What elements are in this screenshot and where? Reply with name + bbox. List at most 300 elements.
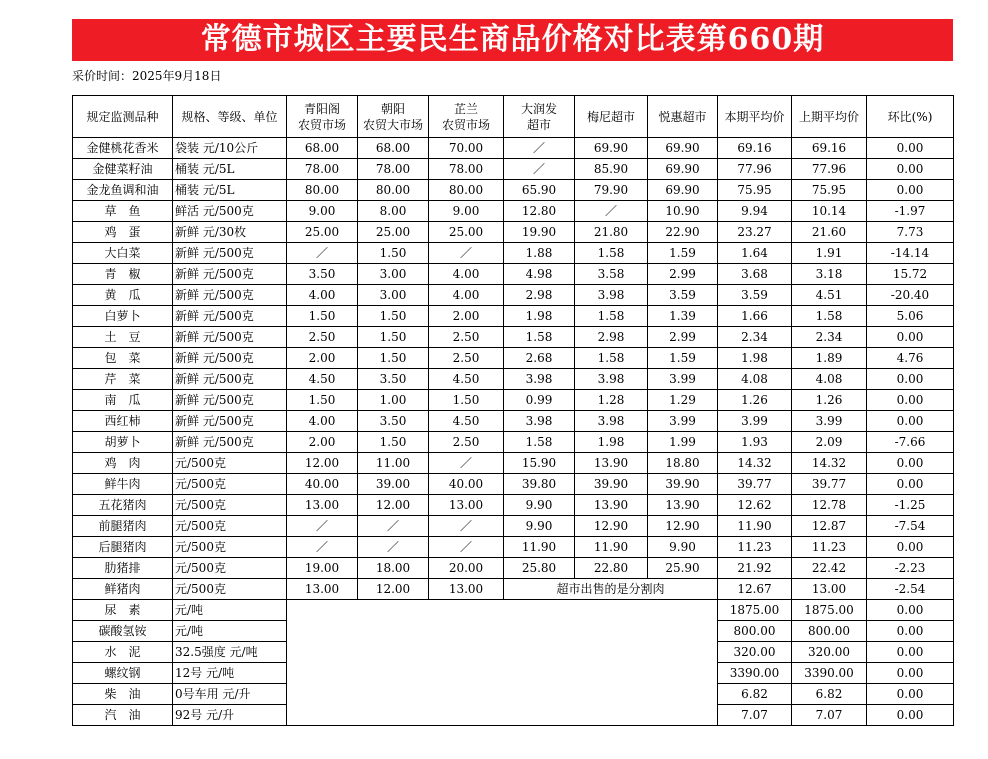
cell-name: 后腿猪肉 [73,537,173,558]
cell-zl: 1.50 [429,390,504,411]
cell-drf: 1.58 [504,327,575,348]
table-row [73,327,954,348]
cell-yh: 39.90 [648,474,718,495]
cell-qyg: 19.00 [287,558,358,579]
cell-pct: 0.00 [867,138,954,159]
header-chaoyang-line2: 农贸大市场 [362,117,423,132]
cell-pct: 0.00 [867,369,954,390]
table-row [73,516,954,537]
cell-mn: 79.90 [575,180,648,201]
cell-drf: 2.68 [504,348,575,369]
cell-name: 肋猪排 [73,558,173,579]
cell-cur: 1.66 [718,306,792,327]
cell-drf: ／ [504,159,575,180]
cell-cy: 68.00 [358,138,429,159]
cell-drf: 1.88 [504,243,575,264]
cell-mn: 39.90 [575,474,648,495]
cell-yh: 69.90 [648,180,718,201]
table-row [73,285,954,306]
cell-name: 西红柿 [73,411,173,432]
cell-name: 柴 油 [73,684,173,705]
table-row [73,600,954,621]
cell-yh: 1.29 [648,390,718,411]
cell-name: 五花猪肉 [73,495,173,516]
cell-cur: 75.95 [718,180,792,201]
cell-pct: 0.00 [867,180,954,201]
cell-spec: 元/500克 [173,579,287,600]
price-comparison-table [72,95,954,726]
cell-yh: 13.90 [648,495,718,516]
cell-zl: 13.00 [429,579,504,600]
cell-qyg: 4.00 [287,285,358,306]
cell-drf: 1.98 [504,306,575,327]
cell-spec: 92号 元/升 [173,705,287,726]
cell-cur: 320.00 [718,642,792,663]
page-title: 常德市城区主要民生商品价格对比表第660期 [72,19,953,61]
cell-name: 金健桃花香米 [73,138,173,159]
cell-qyg: 4.00 [287,411,358,432]
cell-prev: 11.23 [792,537,867,558]
cell-prev: 1875.00 [792,600,867,621]
header-darunfa [504,96,575,138]
cell-mn: 1.28 [575,390,648,411]
cell-cy: 3.00 [358,264,429,285]
cell-cur: 1.64 [718,243,792,264]
cell-qyg: 80.00 [287,180,358,201]
cell-spec: 新鲜 元/500克 [173,369,287,390]
table-row [73,306,954,327]
cell-pct: -7.54 [867,516,954,537]
cell-prev: 1.58 [792,306,867,327]
cell-cy: 12.00 [358,495,429,516]
cell-mn: 3.98 [575,369,648,390]
cell-pct: 0.00 [867,642,954,663]
cell-name: 金健菜籽油 [73,159,173,180]
table-row [73,411,954,432]
cell-qyg: 12.00 [287,453,358,474]
cell-spec: 新鲜 元/500克 [173,243,287,264]
cell-prev: 12.78 [792,495,867,516]
cell-drf: 2.98 [504,285,575,306]
cell-cur: 2.34 [718,327,792,348]
cell-cur: 69.16 [718,138,792,159]
cell-drf: 12.80 [504,201,575,222]
cell-cur: 3390.00 [718,663,792,684]
header-avg-previous: 上期平均价 [792,96,867,138]
cell-name: 土 豆 [73,327,173,348]
cell-prev: 69.16 [792,138,867,159]
cell-mn: 3.98 [575,411,648,432]
cell-pct: -20.40 [867,285,954,306]
cell-yh: 12.90 [648,516,718,537]
header-zhilan [429,96,504,138]
header-chaoyang [358,96,429,138]
cell-qyg: ／ [287,243,358,264]
cell-spec: 桶装 元/5L [173,180,287,201]
collection-date: 采价时间：2025年9月18日 [72,69,222,83]
cell-zl: ／ [429,537,504,558]
table-header-row [73,96,954,138]
cell-prev: 12.87 [792,516,867,537]
cell-pct: 0.00 [867,453,954,474]
cell-drf: 3.98 [504,369,575,390]
cell-qyg: 78.00 [287,159,358,180]
cell-cy: 8.00 [358,201,429,222]
cell-yh: 2.99 [648,264,718,285]
cell-qyg: 68.00 [287,138,358,159]
cell-drf: 9.90 [504,495,575,516]
table-row [73,537,954,558]
cell-cy: 1.50 [358,306,429,327]
cell-spec: 新鲜 元/500克 [173,306,287,327]
cell-spec: 新鲜 元/500克 [173,348,287,369]
cell-name: 鸡 蛋 [73,222,173,243]
cell-pct: 5.06 [867,306,954,327]
cell-pct: -1.25 [867,495,954,516]
cell-name: 草 鱼 [73,201,173,222]
cell-cur: 800.00 [718,621,792,642]
cell-cur: 39.77 [718,474,792,495]
cell-cy: 39.00 [358,474,429,495]
table-row [73,222,954,243]
table-row [73,453,954,474]
header-zhilan-line1: 芷兰 [453,101,478,116]
cell-yh: 9.90 [648,537,718,558]
cell-cy: 3.50 [358,411,429,432]
cell-name: 白萝卜 [73,306,173,327]
cell-name: 碳酸氢铵 [73,621,173,642]
cell-spec: 元/吨 [173,600,287,621]
cell-drf: 4.98 [504,264,575,285]
cell-prev: 75.95 [792,180,867,201]
header-chaoyang-line1: 朝阳 [380,101,405,116]
cell-cur: 1.93 [718,432,792,453]
table-row [73,264,954,285]
cell-mn: 69.90 [575,138,648,159]
cell-name: 前腿猪肉 [73,516,173,537]
cell-zl: 13.00 [429,495,504,516]
cell-drf: 0.99 [504,390,575,411]
cell-cur: 11.23 [718,537,792,558]
cell-zl: 20.00 [429,558,504,579]
cell-spec: 元/500克 [173,537,287,558]
cell-mn: 3.58 [575,264,648,285]
cell-mn: 11.90 [575,537,648,558]
cell-prev: 7.07 [792,705,867,726]
table-row [73,579,954,600]
cell-zl: 2.50 [429,348,504,369]
cell-prev: 10.14 [792,201,867,222]
header-item: 规定监测品种 [73,96,173,138]
cell-spec: 元/吨 [173,621,287,642]
cell-cy: 1.50 [358,348,429,369]
cell-cy: 1.50 [358,243,429,264]
cell-cy: 11.00 [358,453,429,474]
cell-drf: 11.90 [504,537,575,558]
cell-pct: 0.00 [867,474,954,495]
cell-cur: 12.67 [718,579,792,600]
cell-zl: 70.00 [429,138,504,159]
cell-yh: 1.39 [648,306,718,327]
table-row [73,558,954,579]
cell-cur: 7.07 [718,705,792,726]
cell-prev: 800.00 [792,621,867,642]
cell-yh: 69.90 [648,138,718,159]
cell-spec: 袋装 元/10公斤 [173,138,287,159]
cell-spec: 新鲜 元/500克 [173,285,287,306]
table-row [73,348,954,369]
cell-spec: 12号 元/吨 [173,663,287,684]
cell-mn: 21.80 [575,222,648,243]
cell-qyg: 9.00 [287,201,358,222]
cell-pct: 15.72 [867,264,954,285]
cell-yh: 22.90 [648,222,718,243]
cell-prev: 3390.00 [792,663,867,684]
cell-yh: 1.99 [648,432,718,453]
cell-qyg: 13.00 [287,579,358,600]
cell-zl: 2.50 [429,327,504,348]
cell-qyg: 13.00 [287,495,358,516]
cell-qyg: ／ [287,516,358,537]
cell-spec: 元/500克 [173,453,287,474]
cell-pct: -14.14 [867,243,954,264]
header-zhilan-line2: 农贸市场 [441,117,490,132]
cell-zl: 4.50 [429,369,504,390]
cell-cy: 78.00 [358,159,429,180]
cell-prev: 1.26 [792,390,867,411]
cell-drf: 9.90 [504,516,575,537]
cell-mn: 22.80 [575,558,648,579]
cell-spec: 桶装 元/5L [173,159,287,180]
cell-name: 大白菜 [73,243,173,264]
cell-name: 青 椒 [73,264,173,285]
cell-yh: 18.80 [648,453,718,474]
cell-name: 鲜猪肉 [73,579,173,600]
cell-prev: 3.99 [792,411,867,432]
table-row [73,474,954,495]
cell-cur: 1.26 [718,390,792,411]
cell-pct: 4.76 [867,348,954,369]
cell-drf: 39.80 [504,474,575,495]
cell-mn: 13.90 [575,495,648,516]
cell-yh: 2.99 [648,327,718,348]
cell-spec: 0号车用 元/升 [173,684,287,705]
cell-yh: 1.59 [648,243,718,264]
cell-yh: 69.90 [648,159,718,180]
cell-yh: 3.99 [648,411,718,432]
table-row [73,201,954,222]
table-row [73,159,954,180]
cell-name: 螺纹钢 [73,663,173,684]
cell-name: 芹 菜 [73,369,173,390]
cell-yh: 1.59 [648,348,718,369]
cell-name: 包 菜 [73,348,173,369]
cell-drf: 1.58 [504,432,575,453]
cell-mn: 2.98 [575,327,648,348]
cell-qyg: 4.50 [287,369,358,390]
table-row [73,138,954,159]
cell-qyg: 1.50 [287,306,358,327]
header-darunfa-line1: 大润发 [520,101,557,116]
cell-cy: 80.00 [358,180,429,201]
cell-cy: 1.50 [358,432,429,453]
cell-mn: ／ [575,201,648,222]
cell-prev: 14.32 [792,453,867,474]
cell-zl: ／ [429,243,504,264]
cell-spec: 新鲜 元/30枚 [173,222,287,243]
cell-prev: 4.51 [792,285,867,306]
header-ratio: 环比(%) [867,96,954,138]
cell-zl: 25.00 [429,222,504,243]
cell-name: 鸡 肉 [73,453,173,474]
cell-yh: 25.90 [648,558,718,579]
cell-zl: 9.00 [429,201,504,222]
cell-pct: 0.00 [867,390,954,411]
header-meini: 梅尼超市 [575,96,648,138]
cell-spec: 元/500克 [173,495,287,516]
cell-cur: 4.08 [718,369,792,390]
cell-zl: 4.00 [429,285,504,306]
header-avg-current: 本期平均价 [718,96,792,138]
cell-pct: 0.00 [867,705,954,726]
table-row [73,432,954,453]
cell-pct: 7.73 [867,222,954,243]
cell-prev: 2.09 [792,432,867,453]
cell-mn: 12.90 [575,516,648,537]
cell-name: 黄 瓜 [73,285,173,306]
cell-spec: 元/500克 [173,516,287,537]
cell-mn: 3.98 [575,285,648,306]
cell-zl: 78.00 [429,159,504,180]
cell-cur: 11.90 [718,516,792,537]
cell-qyg: 40.00 [287,474,358,495]
cell-qyg: 2.50 [287,327,358,348]
cell-prev: 2.34 [792,327,867,348]
cell-prev: 22.42 [792,558,867,579]
cell-yh: 3.59 [648,285,718,306]
cell-pct: 0.00 [867,600,954,621]
cell-pct: 0.00 [867,159,954,180]
table-row [73,495,954,516]
cell-prev: 13.00 [792,579,867,600]
cell-drf: 65.90 [504,180,575,201]
cell-spec: 新鲜 元/500克 [173,264,287,285]
cell-yh: 3.99 [648,369,718,390]
cell-qyg: 25.00 [287,222,358,243]
cell-cur: 14.32 [718,453,792,474]
cell-cy: ／ [358,537,429,558]
cell-name: 尿 素 [73,600,173,621]
cell-qyg: 3.50 [287,264,358,285]
cell-prev: 1.91 [792,243,867,264]
cell-mn: 1.58 [575,306,648,327]
table-row [73,243,954,264]
header-qingyangge-line2: 农贸市场 [297,117,346,132]
cell-spec: 新鲜 元/500克 [173,432,287,453]
cell-name: 汽 油 [73,705,173,726]
cell-cur: 1875.00 [718,600,792,621]
cell-name: 南 瓜 [73,390,173,411]
cell-cur: 3.68 [718,264,792,285]
cell-zl: 4.50 [429,411,504,432]
cell-pct: -2.23 [867,558,954,579]
table-row [73,369,954,390]
cell-prev: 320.00 [792,642,867,663]
cell-pct: 0.00 [867,621,954,642]
cell-zl: 40.00 [429,474,504,495]
cell-pct: 0.00 [867,411,954,432]
cell-cy: ／ [358,516,429,537]
cell-cy: 25.00 [358,222,429,243]
cell-zl: 80.00 [429,180,504,201]
cell-pct: -7.66 [867,432,954,453]
cell-mn: 1.58 [575,243,648,264]
table-row [73,390,954,411]
blank-area [287,600,718,726]
cell-pct: 0.00 [867,537,954,558]
header-qingyangge [287,96,358,138]
cell-pct: -2.54 [867,579,954,600]
cell-zl: 2.00 [429,306,504,327]
cell-pct: -1.97 [867,201,954,222]
cell-name: 金龙鱼调和油 [73,180,173,201]
table-row [73,180,954,201]
cell-qyg: 2.00 [287,348,358,369]
cell-spec: 32.5强度 元/吨 [173,642,287,663]
cell-drf: 25.80 [504,558,575,579]
cell-drf: 15.90 [504,453,575,474]
cell-prev: 21.60 [792,222,867,243]
cell-spec: 新鲜 元/500克 [173,411,287,432]
cell-cy: 18.00 [358,558,429,579]
cell-spec: 新鲜 元/500克 [173,327,287,348]
cell-prev: 39.77 [792,474,867,495]
cell-spec: 新鲜 元/500克 [173,390,287,411]
cell-pct: 0.00 [867,327,954,348]
header-qingyangge-line1: 青阳阁 [303,101,340,116]
cell-yh: 10.90 [648,201,718,222]
cell-qyg: 2.00 [287,432,358,453]
header-darunfa-line2: 超市 [526,117,551,132]
cell-cy: 12.00 [358,579,429,600]
cell-prev: 4.08 [792,369,867,390]
cell-cy: 3.50 [358,369,429,390]
cell-mn: 1.98 [575,432,648,453]
cell-prev: 1.89 [792,348,867,369]
cell-qyg: 1.50 [287,390,358,411]
cell-cy: 3.00 [358,285,429,306]
cell-cy: 1.50 [358,327,429,348]
cell-cur: 23.27 [718,222,792,243]
cell-zl: ／ [429,453,504,474]
cell-spec: 鲜活 元/500克 [173,201,287,222]
cell-mn: 85.90 [575,159,648,180]
cell-prev: 3.18 [792,264,867,285]
cell-cur: 3.99 [718,411,792,432]
cell-prev: 6.82 [792,684,867,705]
cell-mn: 1.58 [575,348,648,369]
cell-cur: 77.96 [718,159,792,180]
cell-cur: 6.82 [718,684,792,705]
cell-zl: 2.50 [429,432,504,453]
cell-cur: 21.92 [718,558,792,579]
header-spec: 规格、等级、单位 [173,96,287,138]
table-body [73,138,954,726]
cell-cy: 1.00 [358,390,429,411]
cell-drf: 3.98 [504,411,575,432]
header-yuehui: 悦惠超市 [648,96,718,138]
cell-prev: 77.96 [792,159,867,180]
